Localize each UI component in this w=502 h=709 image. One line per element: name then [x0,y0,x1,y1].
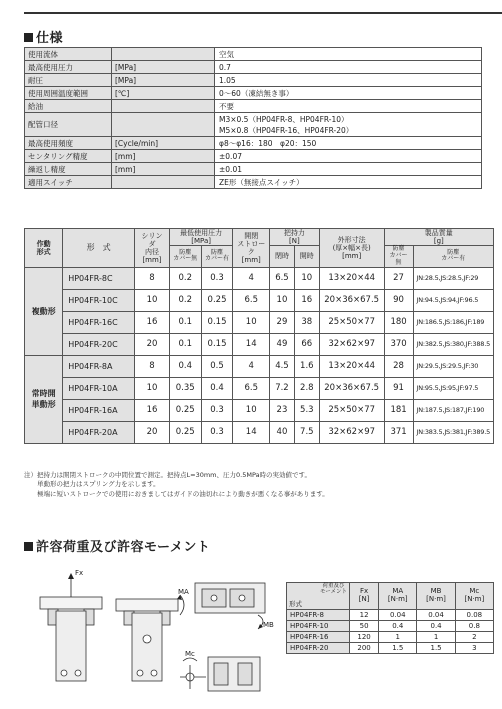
spec-value [215,163,482,176]
load-header-mc: Mc [N·m] [455,583,493,610]
mass-cover-cell: JN:94.5,JS:94,JF:96.5 [413,289,494,311]
spec-value-line: M5×0.8（HP04FR-16、HP04FR-20） [219,125,354,135]
spec-label: 耐圧 [25,74,112,87]
load-value-mc: 3 [455,643,493,654]
load-value-mb: 1 [417,632,455,643]
spec-row [25,137,482,150]
value-cell-p-no: 0.2 [169,289,201,311]
header-type: 作動 形式 [25,229,63,268]
spec-unit [112,113,215,137]
product-row [25,399,494,421]
spec-value-line: φ8～φ16：180 φ20：150 [219,138,317,148]
top-rule [24,12,502,14]
gripper-front-view [40,573,102,681]
value-cell-stroke: 10 [233,399,270,421]
value-cell-close: 4.5 [270,355,295,377]
spec-label: 使用周囲温度範囲 [25,87,112,100]
value-cell-close: 40 [270,421,295,443]
spec-value-line: ±0.01 [219,164,242,174]
value-cell-p-with: 0.15 [201,333,233,355]
spec-value-line: M3×0.5（HP04FR-8、HP04FR-10） [219,114,349,124]
gripper-load-diagram [30,565,280,700]
spec-table [24,47,482,189]
value-cell-dims: 13×20×44 [319,355,384,377]
spec-unit: [mm] [112,150,215,163]
header-mass-with-cover: 防塵 カバー有 [413,246,494,268]
type-group-cell [25,267,63,355]
value-cell-dims: 13×20×44 [319,267,384,289]
load-model-cell: HP04FR-20 [287,643,350,654]
load-value-mb: 1.5 [417,643,455,654]
type-group-cell [25,355,63,443]
spec-label: 適用スイッチ [25,176,112,189]
value-cell-stroke: 10 [233,311,270,333]
product-row [25,311,494,333]
load-row [287,632,494,643]
value-cell-bore: 16 [135,311,170,333]
load-value-mc: 2 [455,632,493,643]
load-model-cell: HP04FR-16 [287,632,350,643]
load-row [287,610,494,621]
value-cell-stroke: 4 [233,355,270,377]
footnotes [24,471,329,499]
spec-value [215,74,482,87]
load-table [286,582,494,654]
value-cell-mass: 370 [384,333,413,355]
load-section-title [24,536,210,555]
spec-row [25,176,482,189]
value-cell-p-no: 0.35 [169,377,201,399]
ma-label: MA [178,588,189,596]
spec-value-line: ZE形（無接点スイッチ） [219,177,304,187]
spec-row [25,48,482,61]
model-cell: HP04FR-10C [63,289,135,311]
spec-label: 最高使用圧力 [25,61,112,74]
spec-label: センタリング精度 [25,150,112,163]
value-cell-mass: 27 [384,267,413,289]
load-row [287,643,494,654]
product-row [25,267,494,289]
value-cell-stroke: 14 [233,333,270,355]
header-p-no-cover: 防塵 カバー無 [169,246,201,268]
value-cell-stroke: 4 [233,267,270,289]
mass-cover-cell: JN:187.5,JS:187,JF:190 [413,399,494,421]
value-cell-open: 7.5 [294,421,319,443]
header-model: 形 式 [63,229,135,268]
value-cell-close: 7.2 [270,377,295,399]
square-bullet-icon [24,542,33,551]
spec-unit [112,48,215,61]
spec-row [25,100,482,113]
load-value-mc: 0.08 [455,610,493,621]
model-cell: HP04FR-10A [63,377,135,399]
load-value-mb: 0.04 [417,610,455,621]
value-cell-bore: 20 [135,333,170,355]
spec-unit: [mm] [112,163,215,176]
load-row [287,621,494,632]
value-cell-close: 6.5 [270,267,295,289]
load-value-ma: 0.4 [379,621,417,632]
spec-section-title [24,27,63,46]
spec-label: 使用流体 [25,48,112,61]
spec-value [215,48,482,61]
header-grip: 把持力 [N] [270,229,320,246]
model-cell: HP04FR-8A [63,355,135,377]
value-cell-p-no: 0.2 [169,267,201,289]
product-row [25,289,494,311]
jaw-bar [40,597,102,609]
value-cell-dims: 32×62×97 [319,421,384,443]
spec-row [25,150,482,163]
load-value-ma: 0.04 [379,610,417,621]
spec-value-line: 不要 [219,101,234,111]
header-mass: 製品質量 [g] [384,229,493,246]
spec-title-text: 仕様 [36,31,64,46]
spec-value-line: 0～60（凍結無き事） [219,88,294,98]
load-value-fx: 200 [350,643,379,654]
spec-value-line: 0.7 [219,62,231,72]
value-cell-close: 29 [270,311,295,333]
value-cell-mass: 28 [384,355,413,377]
value-cell-stroke: 6.5 [233,289,270,311]
load-value-fx: 12 [350,610,379,621]
load-model-cell: HP04FR-10 [287,621,350,632]
load-title-text: 許容荷重及び許容モーメント [36,540,211,555]
fx-label: Fx [75,569,84,577]
value-cell-close: 10 [270,289,295,311]
spec-value [215,100,482,113]
value-cell-dims: 25×50×77 [319,311,384,333]
value-cell-mass: 180 [384,311,413,333]
spec-value-line: 空気 [219,49,234,59]
value-cell-open: 5.3 [294,399,319,421]
value-cell-dims: 20×36×67.5 [319,377,384,399]
spec-label: 給油 [25,100,112,113]
load-header-mb: MB [N·m] [417,583,455,610]
spec-unit [112,176,215,189]
mass-cover-cell: JN:383.5,JS:381,JF:389.5 [413,421,494,443]
header-bore: シリンダ 内径 [mm] [135,229,170,268]
value-cell-open: 2.8 [294,377,319,399]
spec-value [215,150,482,163]
header-mass-no-cover: 防塵 カバー無 [384,246,413,268]
value-cell-p-no: 0.4 [169,355,201,377]
value-cell-p-no: 0.25 [169,421,201,443]
product-row [25,333,494,355]
spec-row [25,61,482,74]
spec-label: 繰返し精度 [25,163,112,176]
mass-cover-cell: JN:29.5,JS:29.5,JF:30 [413,355,494,377]
value-cell-p-with: 0.5 [201,355,233,377]
spec-unit: [Cycle/min] [112,137,215,150]
load-value-mc: 0.8 [455,621,493,632]
header-p-with-cover: 防塵 カバー有 [201,246,233,268]
spec-label: 最高使用頻度 [25,137,112,150]
square-bullet-icon [24,33,33,42]
load-header-fx: Fx [N] [350,583,379,610]
value-cell-bore: 8 [135,355,170,377]
value-cell-p-with: 0.3 [201,267,233,289]
footnote-2: 単動形の把力はスプリング力を示します。 [24,480,160,489]
spec-value [215,113,482,137]
spec-value [215,87,482,100]
spec-unit: [MPa] [112,74,215,87]
value-cell-mass: 90 [384,289,413,311]
value-cell-open: 66 [294,333,319,355]
value-cell-p-with: 0.3 [201,421,233,443]
value-cell-stroke: 6.5 [233,377,270,399]
value-cell-dims: 20×36×67.5 [319,289,384,311]
value-cell-p-with: 0.3 [201,399,233,421]
load-header-ma: MA [N·m] [379,583,417,610]
load-value-fx: 50 [350,621,379,632]
spec-label: 配管口径 [25,113,112,137]
value-cell-mass: 91 [384,377,413,399]
footnote-3: 極端に短いストロークでの使用におきましてはガイドの油切れにより動きが悪くなる事があります。 [24,489,329,498]
type-group-label: 常時開 単動形 [31,389,56,410]
product-table [24,228,494,444]
value-cell-p-with: 0.4 [201,377,233,399]
value-cell-p-no: 0.25 [169,399,201,421]
value-cell-open: 1.6 [294,355,319,377]
value-cell-open: 38 [294,311,319,333]
header-close: 閉時 [270,246,295,268]
mb-label: MB [263,621,274,629]
value-cell-p-no: 0.1 [169,311,201,333]
mass-cover-cell: JN:186.5,JS:186,JF:189 [413,311,494,333]
header-open: 開時 [294,246,319,268]
value-cell-open: 16 [294,289,319,311]
value-cell-dims: 25×50×77 [319,399,384,421]
load-value-fx: 120 [350,632,379,643]
header-min-pressure: 最低使用圧力 [MPa] [169,229,233,246]
gripper-ma-view [116,595,184,681]
value-cell-close: 23 [270,399,295,421]
spec-value [215,176,482,189]
value-cell-bore: 10 [135,377,170,399]
gripper-mb-view [195,583,265,629]
mass-cover-cell: JN:28.5,JS:28.5,JF:29 [413,267,494,289]
value-cell-close: 49 [270,333,295,355]
value-cell-bore: 16 [135,399,170,421]
load-value-ma: 1 [379,632,417,643]
spec-value [215,61,482,74]
spec-value-line: ±0.07 [219,151,242,161]
product-row [25,355,494,377]
value-cell-stroke: 14 [233,421,270,443]
spec-value-line: 1.05 [219,75,236,85]
mass-cover-cell: JN:382.5,JS:380,JF:388.5 [413,333,494,355]
type-group-label: 複動形 [31,306,56,316]
load-value-mb: 0.4 [417,621,455,632]
model-cell: HP04FR-20A [63,421,135,443]
value-cell-open: 10 [294,267,319,289]
gripper-mc-view [180,657,260,691]
spec-row [25,163,482,176]
value-cell-mass: 371 [384,421,413,443]
product-row [25,421,494,443]
value-cell-bore: 8 [135,267,170,289]
value-cell-p-with: 0.25 [201,289,233,311]
value-cell-bore: 20 [135,421,170,443]
model-cell: HP04FR-16A [63,399,135,421]
spec-row [25,113,482,137]
product-row [25,377,494,399]
load-value-ma: 1.5 [379,643,417,654]
mass-cover-cell: JN:95.5,JS:95,JF:97.5 [413,377,494,399]
spec-value [215,137,482,150]
load-model-cell: HP04FR-8 [287,610,350,621]
spec-unit: [MPa] [112,61,215,74]
value-cell-dims: 32×62×97 [319,333,384,355]
model-cell: HP04FR-16C [63,311,135,333]
load-corner-header: 荷重及び モーメント 形式 [287,583,350,610]
model-cell: HP04FR-20C [63,333,135,355]
header-stroke: 開閉 ストローク [mm] [233,229,270,268]
spec-row [25,74,482,87]
value-cell-p-no: 0.1 [169,333,201,355]
mc-label: Mc [185,650,195,658]
spec-unit: [℃] [112,87,215,100]
value-cell-mass: 181 [384,399,413,421]
value-cell-bore: 10 [135,289,170,311]
header-dims: 外形寸法 (厚×幅×長) [mm] [319,229,384,268]
spec-row [25,87,482,100]
footnote-1: 注）把持力は開閉ストロークの中間位置で測定。把持点L=30mm、圧力0.5MPa時の実効値です。 [24,471,312,479]
value-cell-p-with: 0.15 [201,311,233,333]
model-cell: HP04FR-8C [63,267,135,289]
spec-unit [112,100,215,113]
